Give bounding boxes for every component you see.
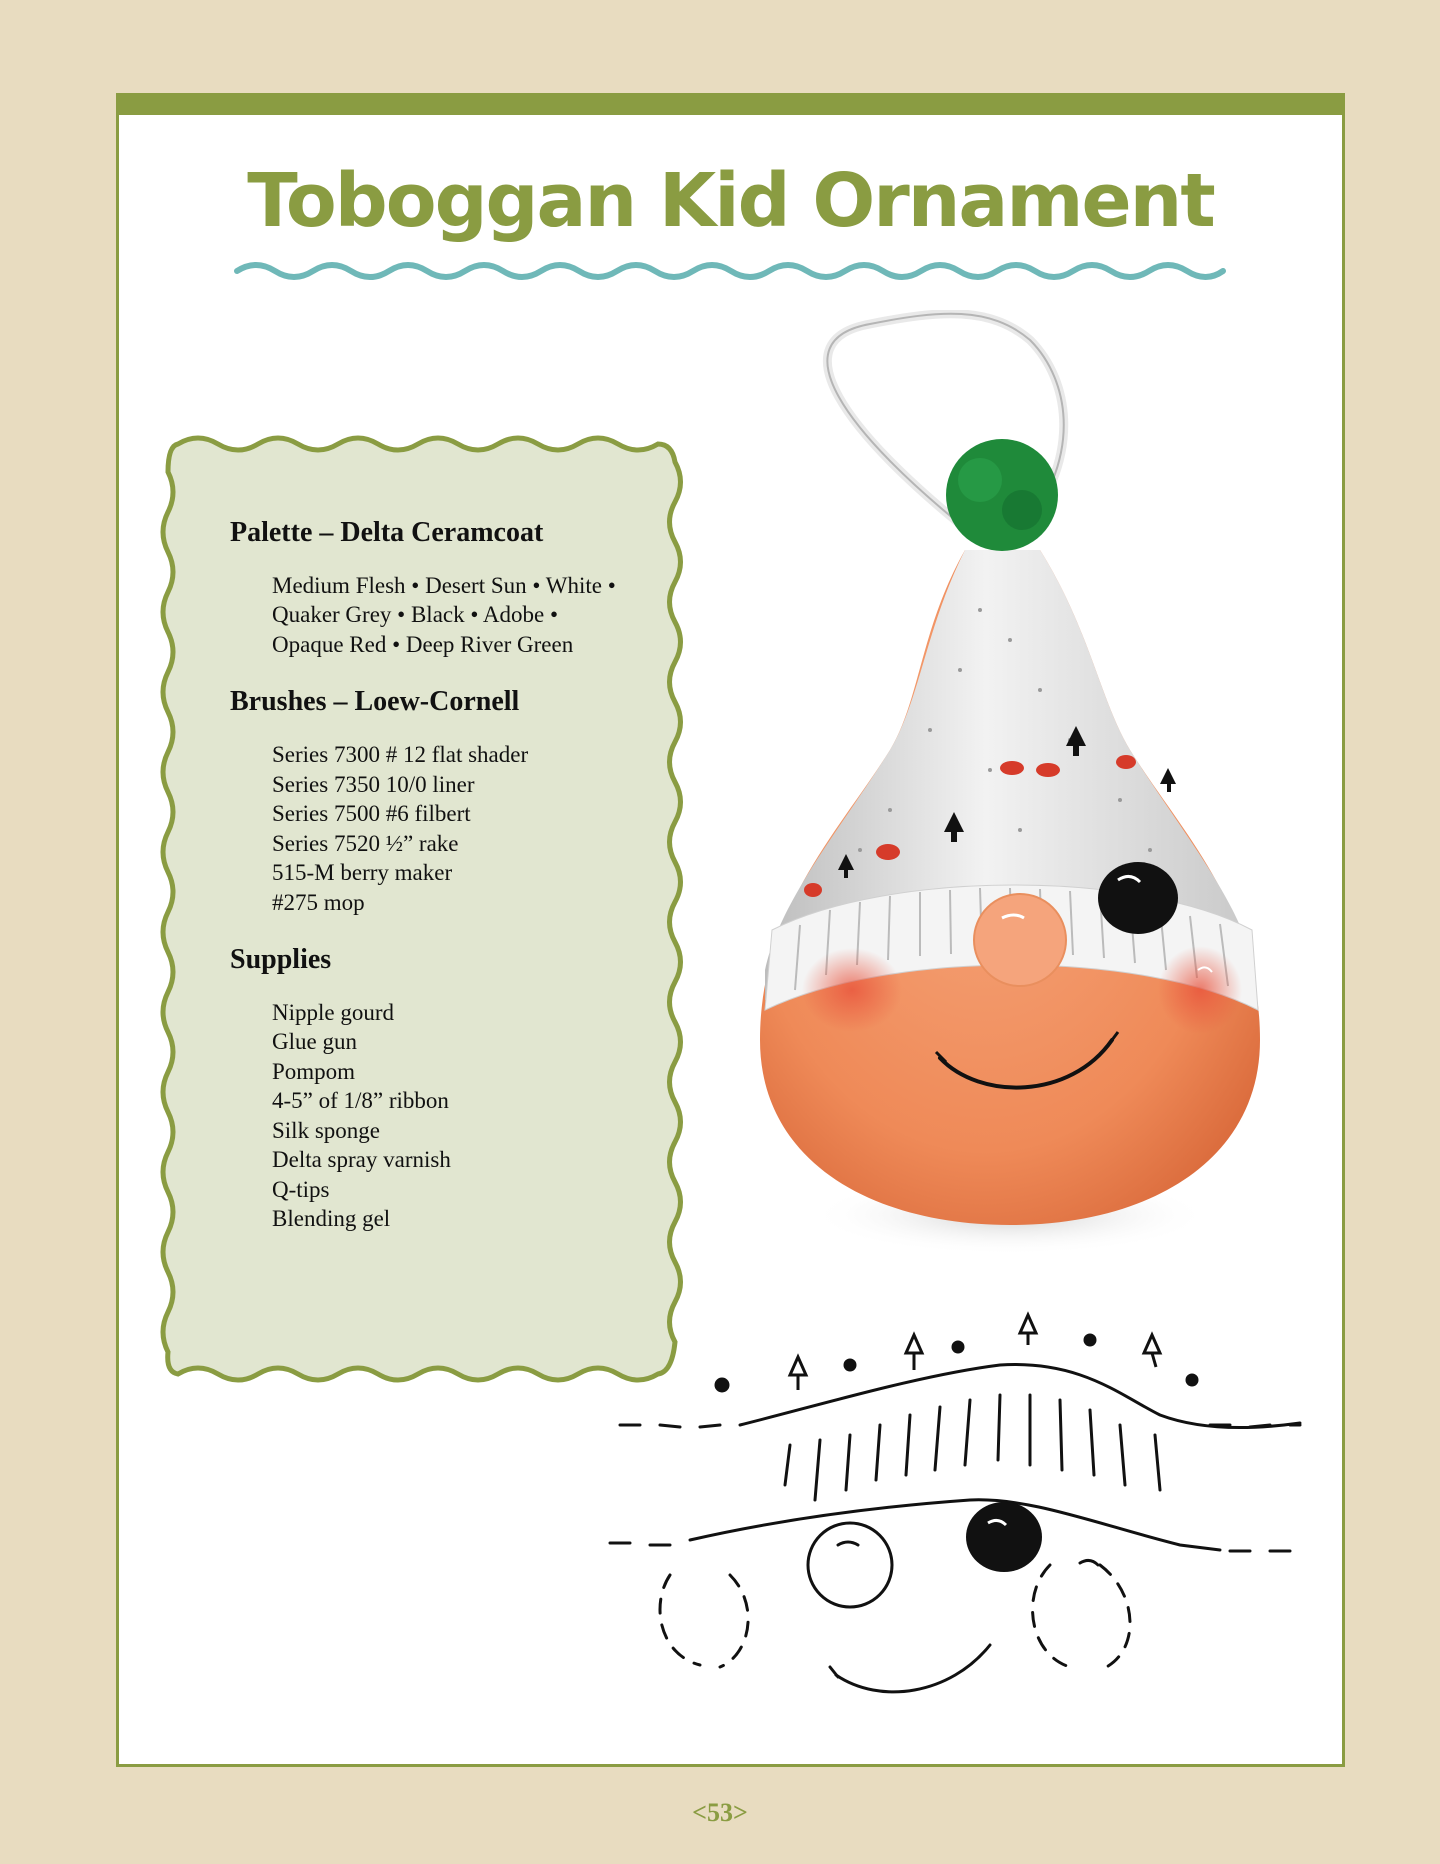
top-band <box>116 93 1345 115</box>
supplies-heading: Supplies <box>230 944 332 976</box>
list-item: Glue gun <box>272 1029 357 1055</box>
ornament-photo <box>740 310 1280 1290</box>
list-item: Delta spray varnish <box>272 1147 451 1173</box>
pattern-sketch <box>600 1275 1320 1705</box>
page-number: <53> <box>692 1798 748 1827</box>
list-item: Blending gel <box>272 1206 391 1232</box>
title-wave-divider <box>232 258 1228 288</box>
list-item: Series 7350 10/0 liner <box>272 771 475 797</box>
brushes-list <box>272 740 650 917</box>
list-item: Series 7520 ½” rake <box>272 830 459 856</box>
palette-colors: Medium Flesh • Desert Sun • White • Quaker Grey • Black • Adobe • Opaque Red • Deep River Green <box>272 572 616 657</box>
list-item: Pompom <box>272 1058 356 1084</box>
list-item: 515-M berry maker <box>272 860 453 886</box>
list-item: Series 7500 #6 filbert <box>272 801 471 827</box>
list-item: Silk sponge <box>272 1117 380 1143</box>
supply-card <box>230 518 650 1262</box>
brushes-heading: Brushes – Loew-Cornell <box>230 686 520 718</box>
list-item: 4-5” of 1/8” ribbon <box>272 1088 449 1114</box>
list-item: Series 7300 # 12 flat shader <box>272 742 529 768</box>
page-title: Toboggan Kid Ornament <box>247 158 1214 244</box>
palette-heading: Palette – Delta Ceramcoat <box>230 517 544 548</box>
list-item: Nipple gourd <box>272 999 395 1025</box>
list-item: Q-tips <box>272 1176 330 1202</box>
list-item: #275 mop <box>272 889 365 915</box>
supplies-list <box>272 998 650 1234</box>
